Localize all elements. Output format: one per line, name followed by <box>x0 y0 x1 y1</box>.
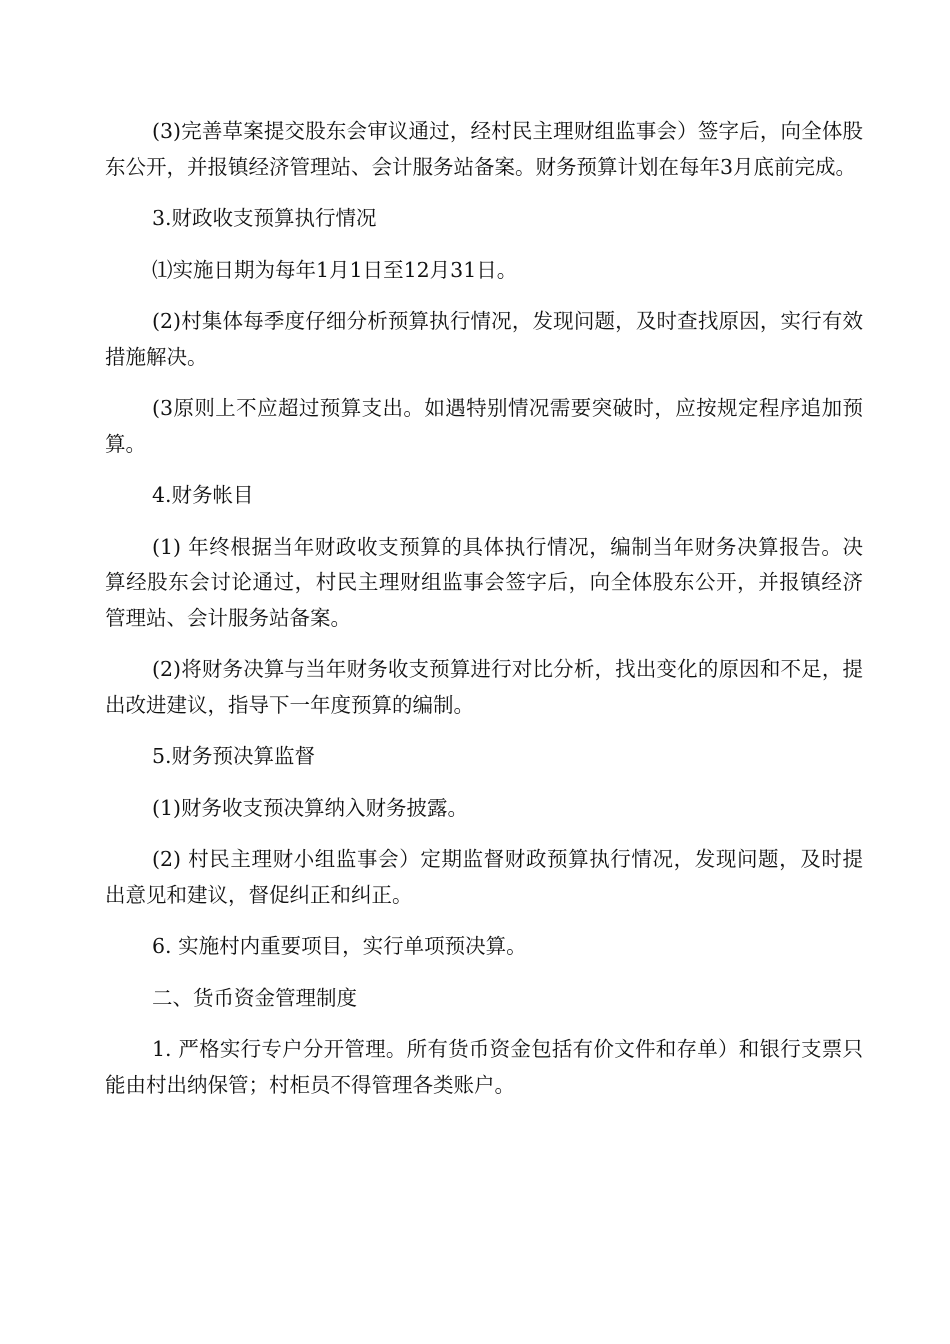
paragraph-implementation-date: ⑴实施日期为每年1月1日至12月31日。 <box>152 257 518 282</box>
paragraph-quarterly-analysis: (2)村集体每季度仔细分析预算执行情况，发现问题，及时查找原因，实行有效措施解决。 <box>105 309 863 369</box>
paragraph-major-projects: 6. 实施村内重要项目，实行单项预决算。 <box>152 934 527 958</box>
paragraph-disclosure: (1)财务收支预决算纳入财务披露。 <box>152 795 469 820</box>
paragraph-periodic-supervision: (2) 村民主理财小组监事会）定期监督财政预算执行情况，发现问题，及时提出意见和建议，督促纠正和纠正。 <box>105 847 863 907</box>
heading-budget-supervision: 5.财务预决算监督 <box>152 744 316 768</box>
paragraph-no-overspending: (3原则上不应超过预算支出。如遇特别情况需要突破时，应按规定程序追加预算。 <box>105 396 863 456</box>
heading-monetary-funds: 二、货币资金管理制度 <box>152 985 357 1010</box>
heading-budget-execution: 3.财政收支预算执行情况 <box>152 206 377 230</box>
paragraph-comparison-analysis: (2)将财务决算与当年财务收支预算进行对比分析，找出变化的原因和不足，提出改进建议，指导下一年度预算的编制。 <box>105 657 863 717</box>
paragraph-separate-accounts: 1. 严格实行专户分开管理。所有货币资金包括有价文件和存单）和银行支票只能由村出纳保管；村柜员不得管理各类账户。 <box>105 1037 863 1097</box>
paragraph-budget-approval: (3)完善草案提交股东会审议通过，经村民主理财组监事会）签字后，向全体股东公开，并报镇经济管理站、会计服务站备案。财务预算计划在每年3月底前完成。 <box>105 119 863 179</box>
heading-financial-accounts: 4.财务帐目 <box>152 483 254 507</box>
document-body <box>105 114 863 1119</box>
paragraph-year-end-report: (1) 年终根据当年财政收支预算的具体执行情况，编制当年财务决算报告。决算经股东会讨论通过，村民主理财组监事会签字后，向全体股东公开，并报镇经济管理站、会计服务站备案。 <box>105 534 863 630</box>
